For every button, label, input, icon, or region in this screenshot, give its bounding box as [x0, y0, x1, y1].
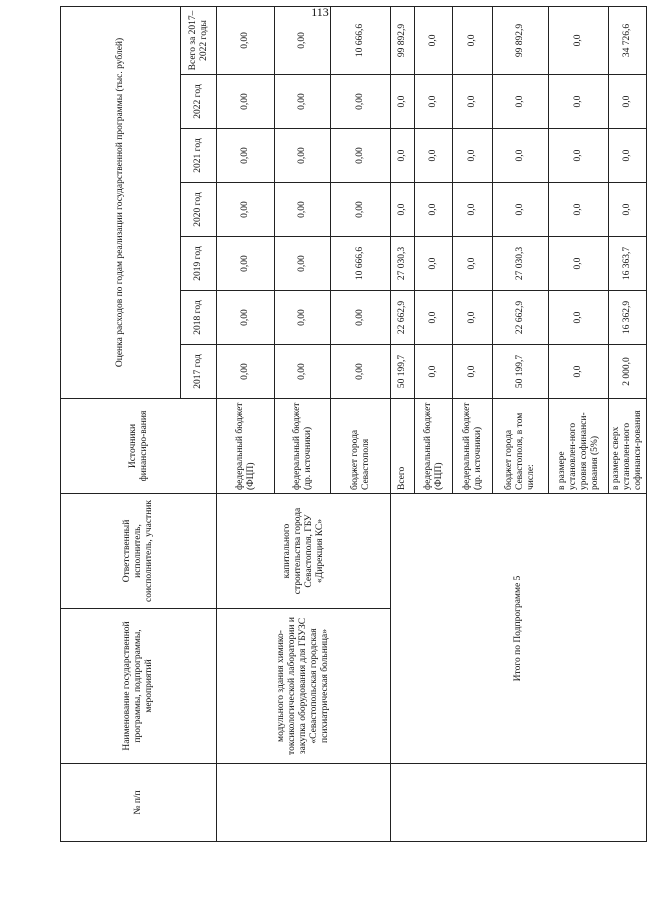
- table-row: [391, 6, 415, 841]
- header-executor: Ответственный исполнитель, соисполнитель, участник: [61, 494, 217, 609]
- source-cell: федеральный бюджет (др. источники): [453, 399, 493, 494]
- source-cell: федеральный бюджет (ФЦП): [217, 399, 275, 494]
- value-cell: 0,0: [609, 129, 647, 183]
- value-cell: 0,0: [453, 345, 493, 399]
- value-cell: 0,00: [275, 129, 331, 183]
- value-cell: 16 363,7: [609, 237, 647, 291]
- value-cell: 0,00: [217, 237, 275, 291]
- table-row: [217, 6, 275, 841]
- value-cell: 27 030,3: [391, 237, 415, 291]
- header-year-2018: 2018 год: [181, 291, 217, 345]
- value-cell: 0,00: [331, 291, 391, 345]
- value-cell: 0,0: [549, 237, 609, 291]
- value-cell: 0,00: [275, 75, 331, 129]
- header-total: Всего за 2017–2022 годы: [181, 6, 217, 74]
- source-cell: в размере установлен-ного уровня софинанси-рования (5%): [549, 399, 609, 494]
- value-cell: 0,0: [415, 291, 453, 345]
- source-cell: в размере сверх установлен-ного софинанси-рования: [609, 399, 647, 494]
- value-cell: 0,0: [391, 75, 415, 129]
- header-no: № п/п: [61, 764, 217, 842]
- value-cell: 0,00: [217, 183, 275, 237]
- source-cell: федеральный бюджет (ФЦП): [415, 399, 453, 494]
- value-cell: 50 199,7: [391, 345, 415, 399]
- value-cell: 0,00: [331, 345, 391, 399]
- value-cell: 34 726,6: [609, 6, 647, 74]
- value-cell: 0,0: [391, 129, 415, 183]
- value-cell: 0,00: [217, 291, 275, 345]
- value-cell: 10 666,6: [331, 237, 391, 291]
- value-cell: 0,0: [493, 129, 549, 183]
- value-cell: 99 892,9: [493, 6, 549, 74]
- value-cell: 0,0: [609, 183, 647, 237]
- header-name: Наименование государственной программы, подпрограммы, мероприятий: [61, 609, 217, 764]
- value-cell: 0,0: [549, 6, 609, 74]
- budget-table: [60, 6, 647, 842]
- value-cell: 99 892,9: [391, 6, 415, 74]
- value-cell: 0,00: [217, 129, 275, 183]
- value-cell: 0,0: [415, 129, 453, 183]
- value-cell: 0,0: [415, 345, 453, 399]
- value-cell: 27 030,3: [493, 237, 549, 291]
- value-cell: 0,0: [549, 183, 609, 237]
- value-cell: 0,0: [391, 183, 415, 237]
- value-cell: 0,00: [275, 291, 331, 345]
- value-cell: 0,0: [453, 6, 493, 74]
- value-cell: 0,00: [275, 183, 331, 237]
- page-number: 113: [311, 5, 329, 19]
- value-cell: 0,0: [453, 129, 493, 183]
- value-cell: 0,0: [493, 183, 549, 237]
- header-year-2021: 2021 год: [181, 129, 217, 183]
- row-no-cell: [391, 764, 647, 842]
- value-cell: 0,0: [453, 183, 493, 237]
- value-cell: 0,00: [331, 75, 391, 129]
- header-row-group: [61, 6, 181, 841]
- value-cell: 0,00: [275, 6, 331, 74]
- value-cell: 0,0: [549, 129, 609, 183]
- source-cell: федеральный бюджет (др. источники): [275, 399, 331, 494]
- value-cell: 0,0: [549, 291, 609, 345]
- value-cell: 0,0: [453, 75, 493, 129]
- value-cell: 2 000,0: [609, 345, 647, 399]
- value-cell: 0,00: [331, 129, 391, 183]
- value-cell: 0,0: [415, 75, 453, 129]
- value-cell: 0,00: [217, 345, 275, 399]
- source-cell: Всего: [391, 399, 415, 494]
- source-cell: бюджет города Севастополя, в том числе:: [493, 399, 549, 494]
- value-cell: 0,0: [453, 237, 493, 291]
- value-cell: 0,00: [275, 345, 331, 399]
- value-cell: 0,00: [331, 183, 391, 237]
- value-cell: 0,0: [453, 291, 493, 345]
- value-cell: 0,0: [609, 75, 647, 129]
- measure-name: модульного здания химико-токсикологической лаборатории и закупка оборудования для ГБУЗС «Севастопольская городская психиатрическая больница»: [217, 609, 391, 764]
- value-cell: 0,0: [493, 75, 549, 129]
- value-cell: 0,0: [415, 6, 453, 74]
- value-cell: 0,0: [549, 345, 609, 399]
- value-cell: 0,00: [217, 75, 275, 129]
- value-cell: 0,00: [217, 6, 275, 74]
- value-cell: 10 666,6: [331, 6, 391, 74]
- executor: капитального строительства города Севастополя, ГБУ «Дирекция КС»: [217, 494, 391, 609]
- header-year-2019: 2019 год: [181, 237, 217, 291]
- value-cell: 0,00: [275, 237, 331, 291]
- header-estimate-group: Оценка расходов по годам реализации государственной программы (тыс. рублей): [61, 6, 181, 398]
- header-year-2017: 2017 год: [181, 345, 217, 399]
- value-cell: 22 662,9: [391, 291, 415, 345]
- value-cell: 0,0: [415, 237, 453, 291]
- source-cell: бюджет города Севастополя: [331, 399, 391, 494]
- header-year-2022: 2022 год: [181, 75, 217, 129]
- value-cell: 22 662,9: [493, 291, 549, 345]
- value-cell: 0,0: [549, 75, 609, 129]
- header-source: Источники финансиро-вания: [61, 399, 217, 494]
- row-no-cell: [217, 764, 391, 842]
- value-cell: 50 199,7: [493, 345, 549, 399]
- value-cell: 16 362,9: [609, 291, 647, 345]
- value-cell: 0,0: [415, 183, 453, 237]
- subtotal-name: Итого по Подпрограмме 5: [391, 494, 647, 764]
- header-year-2020: 2020 год: [181, 183, 217, 237]
